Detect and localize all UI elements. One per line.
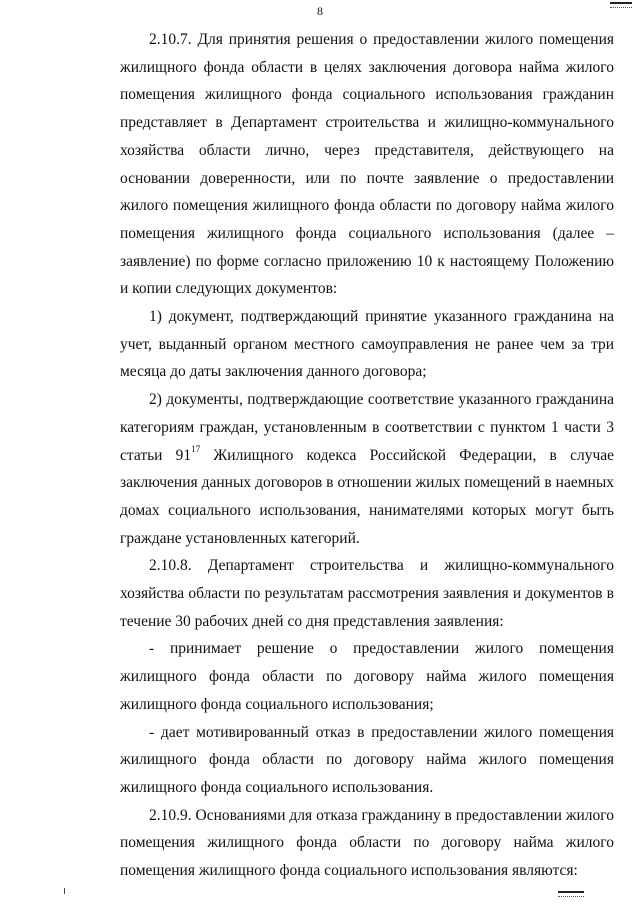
paragraph-dash-accept: - принимает решение о предоставлении жилого помещения жилищного фонда области по договору найма жилого помещения жилищного фонда социального использования; bbox=[120, 640, 614, 713]
scan-mark-top bbox=[610, 2, 632, 8]
scan-mark-bottom bbox=[558, 891, 584, 897]
paragraph-2-10-9: 2.10.9. Основаниями для отказа гражданину в предоставлении жилого помещения жилищного фонда области по договору найма жилого помещения жилищного фонда социального использования являются: bbox=[120, 806, 614, 880]
paragraph-item-2-text: 2) документы, подтверждающие соответствие указанного гражданина категориям граждан, установленным в соответствии с пунктом 1 части 3 статьи 91 bbox=[120, 391, 614, 464]
page-number: 8 bbox=[317, 4, 323, 18]
paragraph-2-10-8: 2.10.8. Департамент строительства и жилищно-коммунального хозяйства области по результатам рассмотрения заявления и документов в течение 30 рабочих дней со дня представления заявления: bbox=[120, 557, 614, 630]
paragraph-item-2 bbox=[120, 386, 614, 552]
footnote-superscript: 17 bbox=[191, 444, 201, 455]
document-body bbox=[120, 26, 614, 885]
paragraph-dash-refuse: - дает мотивированный отказ в предоставлении жилого помещения жилищного фонда области по договору найма жилого помещения жилищного фонда социального использования. bbox=[120, 723, 614, 796]
paragraph-item-1: 1) документ, подтверждающий принятие указанного гражданина на учет, выданный органом местного самоуправления не ранее чем за три месяца до даты заключения данного договора; bbox=[120, 308, 614, 381]
paragraph-2-10-7: 2.10.7. Для принятия решения о предоставлении жилого помещения жилищного фонда области в целях заключения договора найма жилого помещения жилищного фонда социального использования гражданин представляет в Департамент строительства и жилищно-коммунального хозяйства области лично, через представителя, действующего на основании доверенности, или по почте заявление о предоставлении жилого помещения жилищного фонда области по договору найма жилого помещения жилищного фонда социального использования (далее – заявление) по форме согласно приложению 10 к настоящему Положению и копии следующих документов: bbox=[120, 31, 614, 298]
paragraph-item-2-text-continued: Жилищного кодекса Российской Федерации, в случае заключения данных договоров в отношении жилых помещений в наемных домах социального использования, нанимателями которых могут быть граждане установленных категорий. bbox=[120, 446, 614, 547]
scan-mark-left-tick bbox=[64, 888, 65, 894]
